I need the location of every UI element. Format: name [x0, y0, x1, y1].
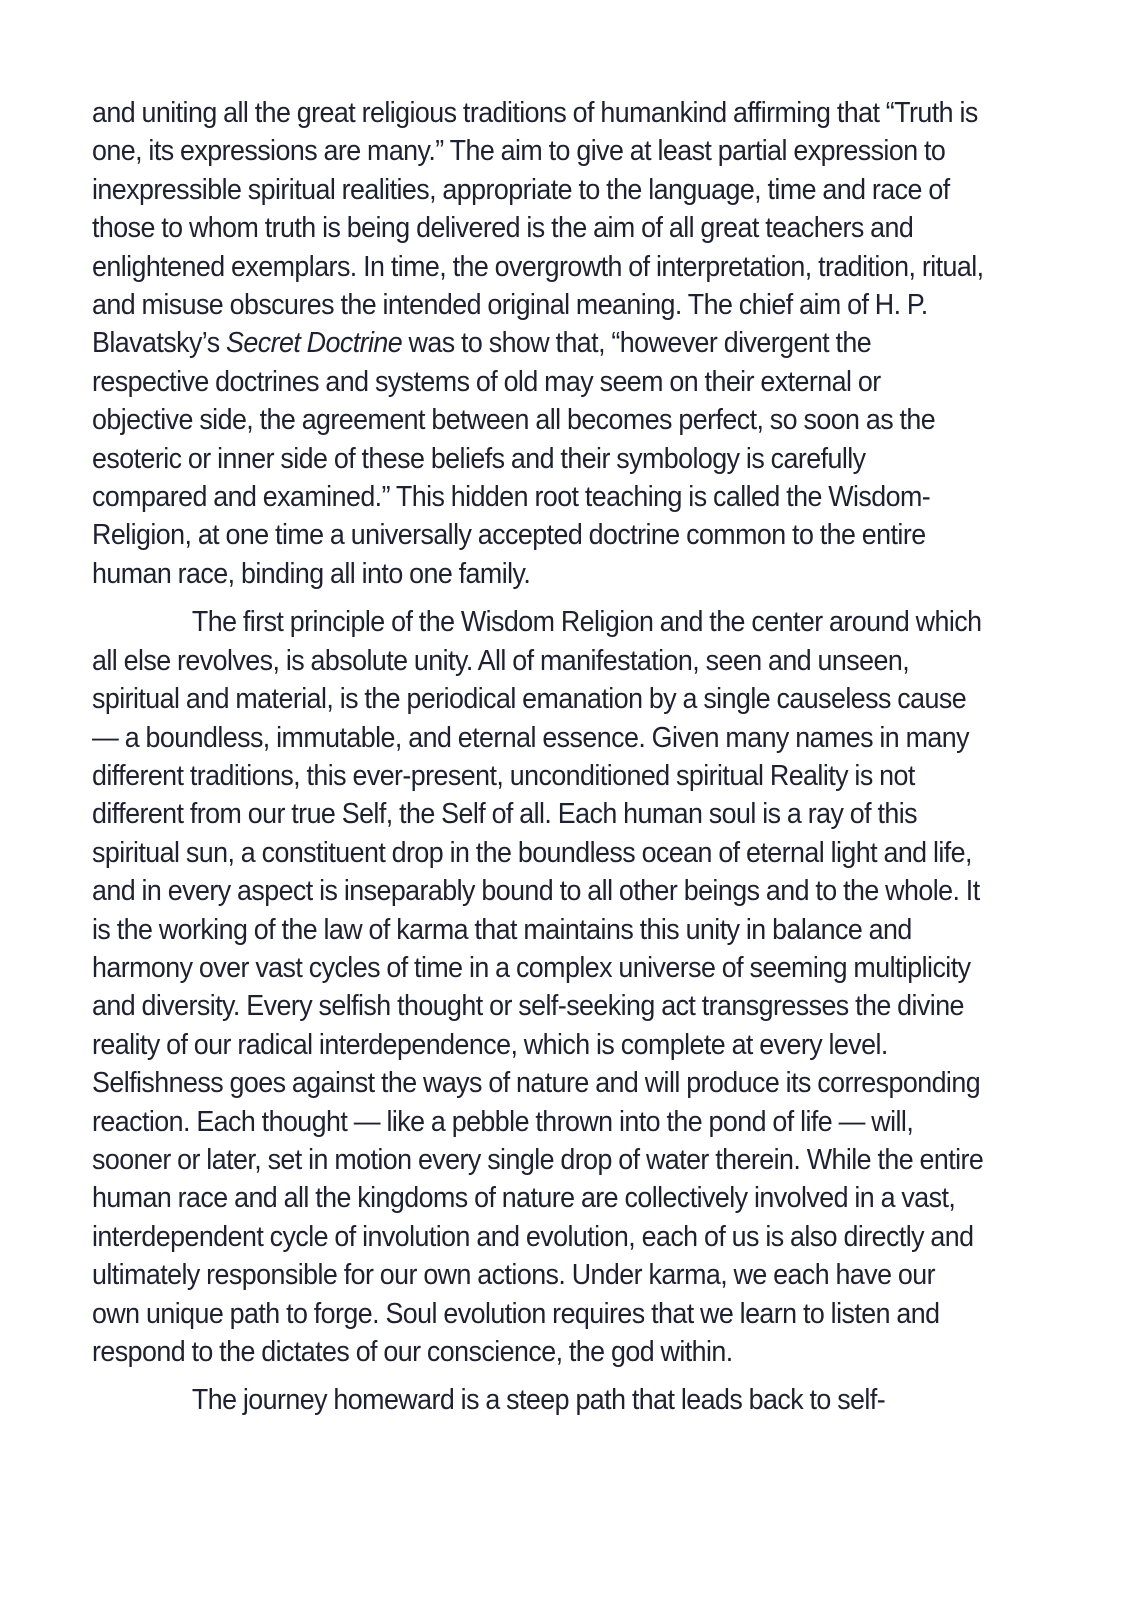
document-page — [92, 94, 986, 1430]
paragraph-absolute-unity: The first principle of the Wisdom Religion and the center around which all else revolves, is absolute unity. All of manifestation, seen and unseen, spiritual and material, is the periodical emanation by a single causeless cause — a boundless, immutable, and eternal essence. Given many names in many different traditions, this ever-present, unconditioned spiritual Reality is not different from our true Self, the Self of all. Each human soul is a ray of this spiritual sun, a constituent drop in the boundless ocean of eternal light and life, and in every aspect is inseparably bound to all other beings and to the whole. It is the working of the law of karma that maintains this unity in balance and harmony over vast cycles of time in a complex universe of seeming multiplicity and diversity. Every selfish thought or self-seeking act transgresses the divine reality of our radical interdependence, which is complete at every level. Selfishness goes against the ways of nature and will produce its corresponding reaction. Each thought — like a pebble thrown into the pond of life — will, sooner or later, set in motion every single drop of water therein. While the entire human race and all the kingdoms of nature are collectively involved in a vast, interdependent cycle of involution and evolution, each of us is also directly and ultimately responsible for our own actions. Under karma, we each have our own unique path to forge. Soul evolution requires that we learn to listen and respond to the dictates of our conscience, the god within. — [92, 606, 984, 1368]
paragraph-text: and uniting all the great religious traditions of humankind affirming that “Truth is one, its expressions are many.” The aim to give at least partial expression to inexpressible spiritual realities, appropriate to the language, time and race of those to whom truth is being delivered is the aim of all great teachers and enlightened exemplars. In time, the overgrowth of interpretation, tradition, ritual, and misuse obscures the intended original meaning. The chief aim of H. P. Blavatsky’s — [92, 97, 984, 360]
paragraph-journey-homeward: The journey homeward is a steep path that leads back to self- — [191, 1384, 886, 1417]
paragraph-text: was to show that, “however divergent the respective doctrines and systems of old may seem on their external or objective side, the agreement between all becomes perfect, so soon as the esoteric or inner side of these beliefs and their symbology is carefully compared and examined.” This hidden root teaching is called the Wisdom-Religion, at one time a universally accepted doctrine common to the entire human race, binding all into one family. — [92, 327, 936, 590]
paragraph-wisdom-religion — [92, 94, 986, 593]
book-title: Secret Doctrine — [226, 327, 403, 360]
